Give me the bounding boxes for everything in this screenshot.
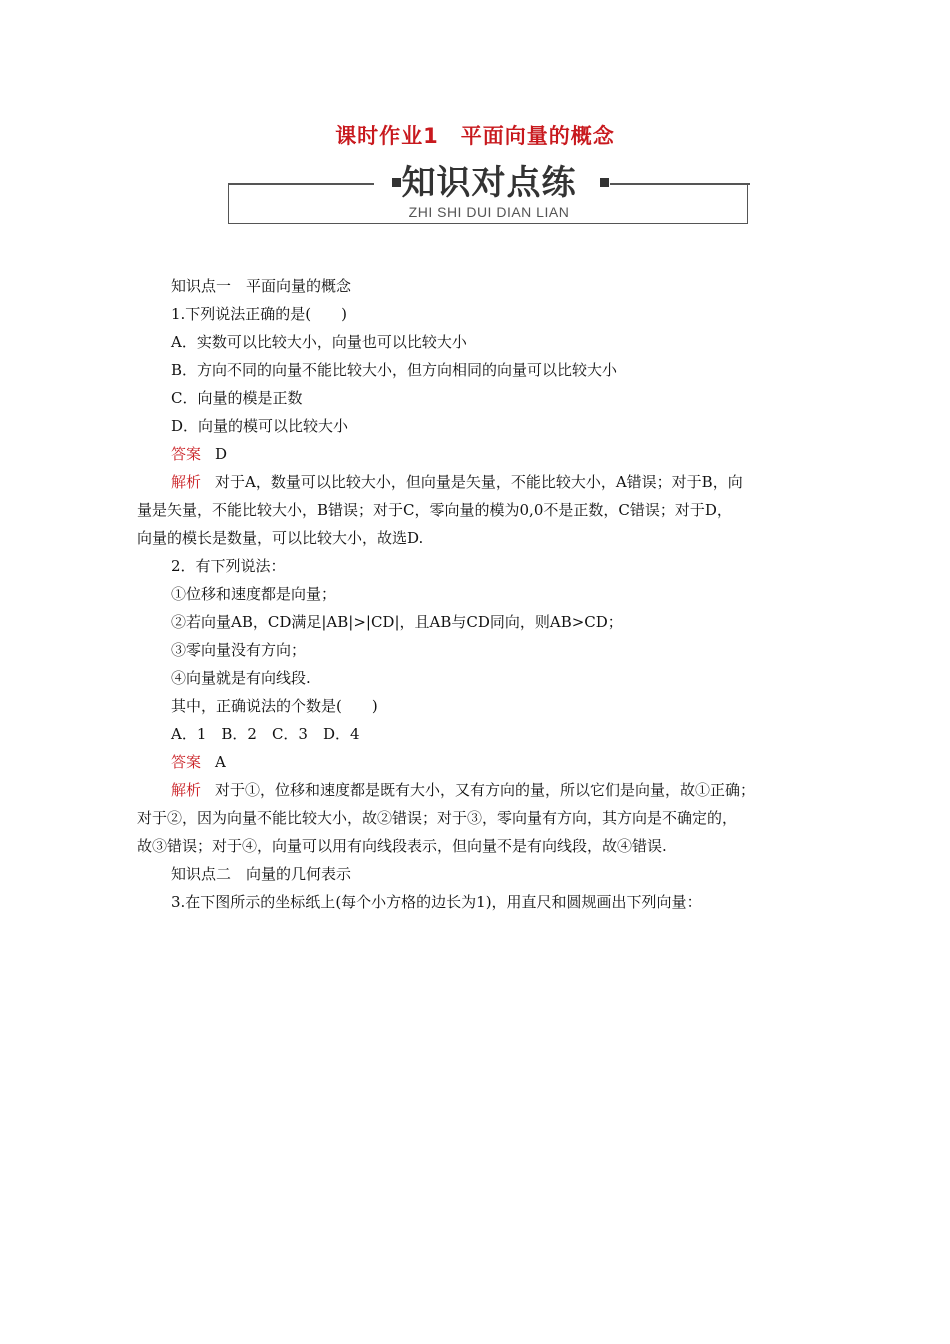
q2-answer bbox=[137, 748, 817, 776]
banner-pinyin: ZHI SHI DUI DIAN LIAN bbox=[408, 204, 570, 220]
q1-stem: 1.下列说法正确的是( ) bbox=[171, 305, 348, 323]
q1-option-d: D．向量的模可以比较大小 bbox=[171, 417, 349, 435]
main-content bbox=[137, 272, 817, 916]
q2-analysis-line-3: 故③错误；对于④，向量可以用有向线段表示，但向量不是有向线段，故④错误. bbox=[137, 837, 667, 855]
q2-stem: 2．有下列说法： bbox=[171, 557, 286, 575]
q3-stem: 3.在下图所示的坐标纸上(每个小方格的边长为1)，用直尺和圆规画出下列向量： bbox=[171, 893, 702, 911]
q2-analysis-line-1 bbox=[137, 776, 817, 804]
section-banner bbox=[228, 162, 750, 226]
q1-analysis-line-3: 向量的模长是数量，可以比较大小，故选D. bbox=[137, 529, 424, 547]
q2-analysis-line-2: 对于②，因为向量不能比较大小，故②错误；对于③，零向量有方向，其方向是不确定的， bbox=[137, 809, 738, 827]
q2-statement-4: ④向量就是有向线段. bbox=[171, 669, 311, 687]
q1-answer-value: D bbox=[215, 445, 228, 463]
q2-question: 其中，正确说法的个数是( ) bbox=[171, 697, 378, 715]
q1-answer-label: 答案 bbox=[171, 445, 202, 463]
q1-answer bbox=[137, 440, 817, 468]
q1-option-b: B．方向不同的向量不能比较大小，但方向相同的向量可以比较大小 bbox=[171, 361, 618, 379]
q1-analysis-text-1: 对于A，数量可以比较大小，但向量是矢量，不能比较大小，A错误；对于B，向 bbox=[215, 473, 743, 491]
q1-analysis-line-1 bbox=[137, 468, 817, 496]
q1-option-c: C．向量的模是正数 bbox=[171, 389, 303, 407]
banner-heading: 知识对点练 bbox=[401, 163, 577, 203]
q2-answer-value: A bbox=[215, 753, 226, 771]
page-title: 课时作业1 平面向量的概念 bbox=[335, 124, 615, 148]
q2-analysis-label: 解析 bbox=[171, 781, 202, 799]
q2-analysis-text-1: 对于①，位移和速度都是既有大小，又有方向的量，所以它们是向量，故①正确； bbox=[215, 781, 756, 799]
q1-analysis-line-2: 量是矢量，不能比较大小，B错误；对于C，零向量的模为0,0不是正数，C错误；对于D， bbox=[137, 501, 732, 519]
q2-statement-1: ①位移和速度都是向量； bbox=[171, 585, 337, 603]
section-heading-2: 知识点二 向量的几何表示 bbox=[171, 865, 352, 883]
q2-statement-3: ③零向量没有方向； bbox=[171, 641, 307, 659]
section-heading-1: 知识点一 平面向量的概念 bbox=[171, 277, 352, 295]
q2-options: A．1 B．2 C．3 D．4 bbox=[171, 725, 360, 743]
q2-statement-2: ②若向量AB，CD满足|AB|>|CD|，且AB与CD同向，则AB>CD； bbox=[171, 613, 623, 631]
q1-option-a: A．实数可以比较大小，向量也可以比较大小 bbox=[171, 333, 467, 351]
q2-answer-label: 答案 bbox=[171, 753, 202, 771]
q1-analysis-label: 解析 bbox=[171, 473, 202, 491]
